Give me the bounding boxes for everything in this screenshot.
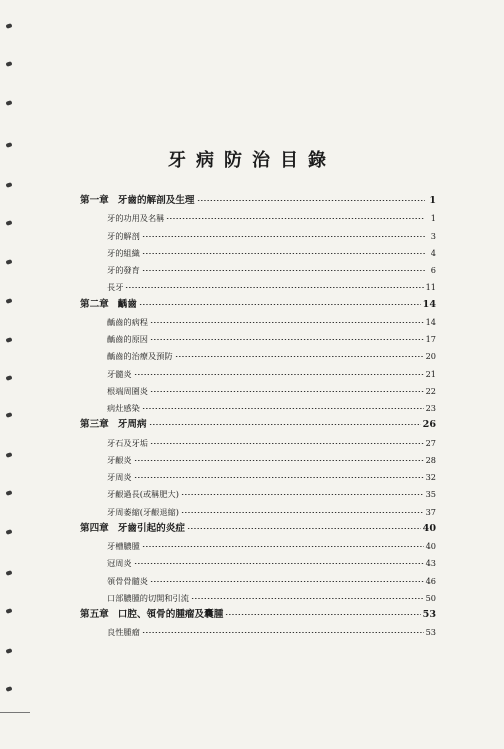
dot-leader — [225, 614, 420, 615]
entry-title: 牙的組織 — [107, 247, 140, 258]
dot-leader — [142, 270, 425, 271]
dot-leader — [150, 443, 424, 444]
page-number: 40 — [422, 522, 436, 534]
entry-title: 牙周萎縮(牙齦退縮) — [107, 506, 179, 517]
page-number: 20 — [425, 351, 436, 362]
toc-section-entry — [107, 557, 436, 569]
entry-label — [107, 264, 140, 276]
page-number: 32 — [425, 472, 436, 482]
entry-label — [107, 540, 140, 552]
entry-title: 良性腫瘤 — [107, 627, 140, 638]
entry-label — [107, 316, 148, 328]
entry-label — [107, 592, 189, 604]
entry-title: 齲齒的病程 — [107, 316, 148, 327]
page-number: 1 — [430, 213, 436, 224]
entry-label — [107, 385, 148, 397]
toc-section-entry — [107, 264, 436, 276]
entry-title: 牙周病 — [117, 419, 147, 431]
entry-title: 牙齦過長(或稱肥大) — [107, 489, 179, 500]
page-number: 4 — [430, 247, 436, 258]
entry-label — [107, 368, 132, 380]
page-number: 40 — [425, 541, 436, 551]
page-number: 53 — [422, 609, 436, 620]
entry-label — [107, 437, 148, 449]
entry-title: 牙石及牙垢 — [107, 437, 148, 448]
chapter-number: 第四章 — [80, 522, 109, 534]
toc-chapter-entry — [80, 609, 436, 621]
entry-title: 牙的功用及名稱 — [107, 213, 165, 224]
toc-section-entry — [107, 437, 436, 449]
entry-title: 牙齒引起的炎症 — [117, 522, 185, 534]
toc-section-entry — [107, 350, 436, 362]
entry-title: 口部膿腫的切開和引流 — [107, 592, 189, 603]
chapter-number: 第三章 — [80, 419, 109, 431]
dot-leader — [181, 512, 424, 513]
chapter-number: 第一章 — [80, 195, 109, 206]
toc-section-entry — [107, 230, 436, 242]
page-number: 22 — [425, 385, 436, 396]
dot-leader — [150, 581, 424, 582]
chapter-number: 第二章 — [80, 298, 109, 310]
entry-title: 齲齒的原因 — [107, 334, 148, 344]
toc-section-entry — [107, 488, 436, 500]
toc-chapter-entry — [80, 195, 436, 207]
page-number: 53 — [425, 627, 436, 638]
dot-leader — [134, 374, 424, 375]
dot-leader — [187, 528, 421, 529]
entry-title: 牙周炎 — [107, 472, 132, 482]
dot-leader — [197, 200, 425, 201]
entry-title: 齲齒 — [117, 298, 137, 310]
entry-label — [80, 523, 185, 535]
dot-leader — [175, 356, 424, 357]
toc-section-entry — [107, 402, 436, 414]
entry-label — [107, 230, 140, 242]
entry-label — [80, 195, 195, 207]
page-title: 牙病防治目錄 — [168, 150, 336, 171]
toc-section-entry — [107, 281, 436, 293]
entry-title: 牙齒的解剖及生理 — [117, 195, 195, 206]
dot-leader — [181, 494, 424, 495]
toc-section-entry — [107, 575, 436, 587]
page-number: 28 — [425, 454, 436, 465]
entry-title: 領骨骨髓炎 — [107, 575, 148, 586]
dot-leader — [191, 598, 424, 599]
entry-label — [107, 471, 132, 483]
dot-leader — [142, 632, 424, 633]
dot-leader — [134, 460, 424, 461]
chapter-number: 第五章 — [80, 609, 109, 620]
toc-section-entry — [107, 368, 436, 380]
entry-label — [107, 626, 140, 638]
dot-leader — [125, 287, 423, 288]
entry-label — [107, 454, 132, 466]
dot-leader — [150, 322, 424, 323]
page-number: 23 — [425, 403, 436, 413]
entry-title: 長牙 — [107, 282, 124, 293]
entry-label — [107, 575, 148, 587]
page-number: 26 — [422, 419, 436, 431]
entry-label — [80, 299, 137, 311]
entry-label — [107, 247, 140, 259]
dot-leader — [149, 424, 421, 425]
dot-leader — [142, 546, 424, 547]
toc-chapter-entry — [80, 523, 436, 535]
toc-section-entry — [107, 316, 436, 328]
entry-title: 根端周圍炎 — [107, 385, 148, 396]
entry-label — [107, 281, 123, 293]
toc-section-entry — [107, 333, 436, 345]
page-number: 21 — [425, 368, 436, 379]
entry-label — [80, 609, 223, 621]
entry-label — [107, 212, 164, 224]
dot-leader — [134, 477, 424, 478]
page-number: 3 — [430, 230, 436, 241]
page-number: 46 — [425, 575, 436, 586]
page-number: 14 — [422, 298, 436, 310]
page-number: 37 — [425, 506, 436, 517]
entry-label — [107, 333, 148, 345]
dot-leader — [142, 408, 424, 409]
toc-section-entry — [107, 592, 436, 604]
dot-leader — [134, 563, 424, 564]
entry-label — [107, 557, 132, 569]
entry-title: 牙槽膿腫 — [107, 541, 140, 551]
entry-title: 牙的發育 — [107, 265, 140, 275]
entry-title: 口腔、領骨的腫瘤及囊腫 — [117, 609, 224, 620]
page-number: 6 — [430, 265, 436, 275]
toc-chapter-entry — [80, 299, 436, 311]
toc-section-entry — [107, 626, 436, 638]
page-number: 1 — [429, 195, 436, 206]
toc-section-entry — [107, 247, 436, 259]
page-number: 14 — [425, 316, 436, 327]
dot-leader — [166, 218, 425, 219]
toc-section-entry — [107, 385, 436, 397]
toc-section-entry — [107, 540, 436, 552]
page-number: 50 — [425, 592, 436, 603]
page-number: 43 — [425, 558, 436, 569]
entry-title: 冠周炎 — [107, 558, 132, 569]
entry-label — [107, 488, 179, 500]
page-number: 27 — [425, 437, 436, 448]
dot-leader — [150, 391, 424, 392]
dot-leader — [150, 339, 424, 340]
entry-label — [107, 506, 179, 518]
dot-leader — [142, 253, 425, 254]
toc-section-entry — [107, 212, 436, 224]
toc-section-entry — [107, 506, 436, 518]
entry-label — [80, 419, 147, 431]
edge-line — [0, 712, 30, 713]
entry-title: 牙的解剖 — [107, 230, 140, 241]
page-number: 11 — [425, 282, 436, 293]
entry-title: 牙齦炎 — [107, 454, 132, 465]
dot-leader — [142, 236, 425, 237]
dot-leader — [139, 304, 421, 305]
page-number: 17 — [425, 334, 436, 344]
entry-title: 病灶感染 — [107, 403, 140, 413]
entry-title: 齲齒的治療及預防 — [107, 351, 173, 362]
toc-section-entry — [107, 454, 436, 466]
toc-section-entry — [107, 471, 436, 483]
entry-label — [107, 350, 173, 362]
entry-title: 牙髓炎 — [107, 368, 132, 379]
entry-label — [107, 402, 140, 414]
toc-chapter-entry — [80, 419, 436, 431]
page-number: 35 — [425, 489, 436, 500]
